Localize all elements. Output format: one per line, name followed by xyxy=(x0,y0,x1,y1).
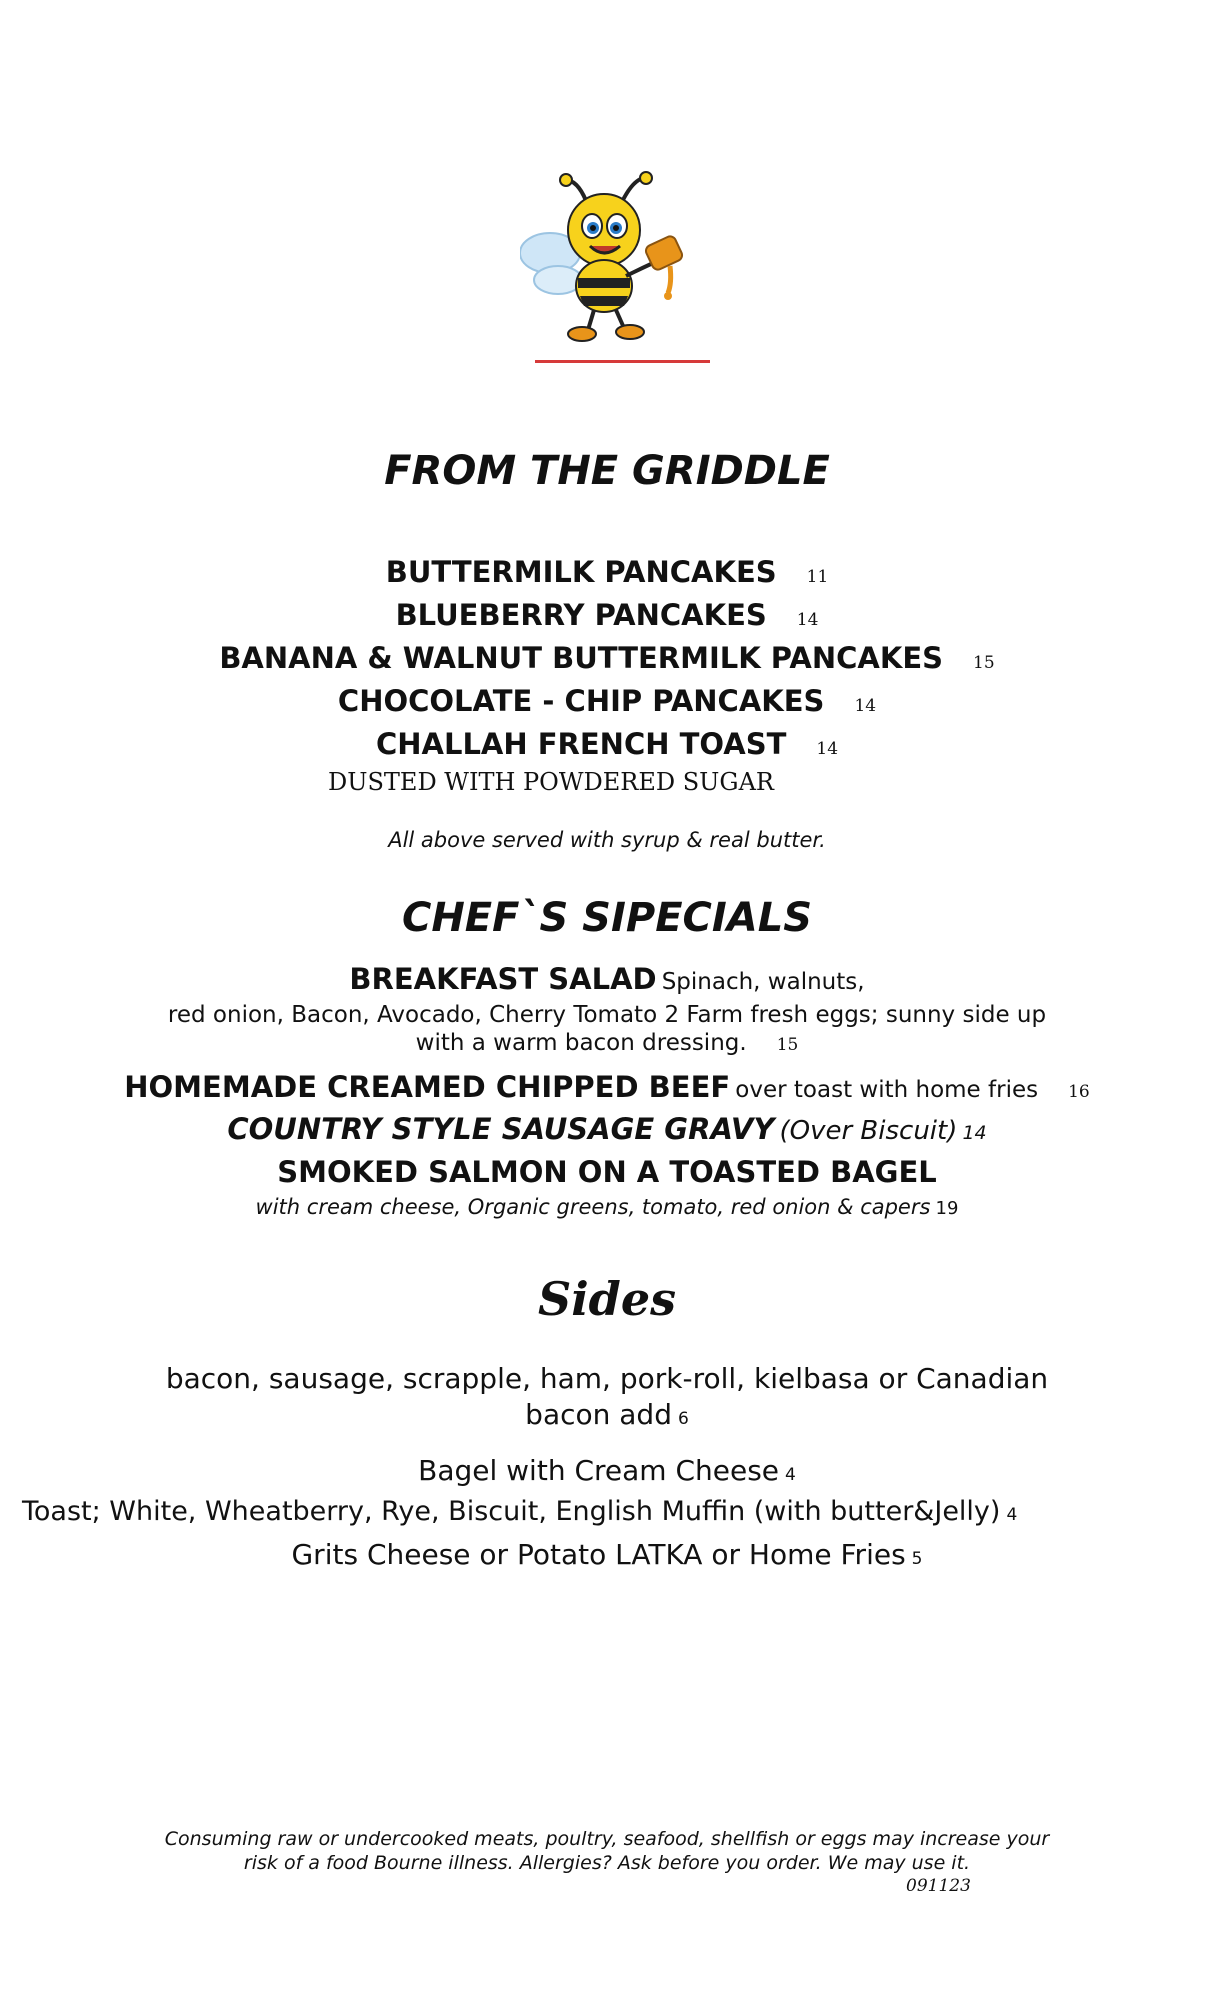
smoked-salmon-desc xyxy=(0,1195,1214,1219)
sides-grits xyxy=(0,1538,1214,1571)
sides-meats-line1: bacon, sausage, scrapple, ham, pork-roll, kielbasa or Canadian xyxy=(165,1362,1049,1395)
griddle-heading: FROM THE GRIDDLE xyxy=(384,448,830,494)
item-price: 14 xyxy=(854,696,877,716)
item-price: 15 xyxy=(973,653,995,673)
breakfast-salad-desc: red onion, Bacon, Avocado, Cherry Tomato 2 Farm fresh eggs; sunny side up xyxy=(167,1002,1047,1028)
item-name: CHOCOLATE - CHIP PANCAKES xyxy=(337,684,825,718)
disclaimer-line2: risk of a food Bourne illness. Allergies? Ask before you order. We may use it. xyxy=(243,1852,971,1874)
item-name: CHALLAH FRENCH TOAST xyxy=(375,727,787,761)
item-price: 14 xyxy=(796,610,819,630)
french-toast-note: DUSTED WITH POWDERED SUGAR xyxy=(328,768,774,796)
item-desc: Spinach, walnuts, xyxy=(661,969,865,995)
item-name: BUTTERMILK PANCAKES xyxy=(385,555,777,589)
item-name: BREAKFAST SALAD xyxy=(349,962,657,996)
sides-bagel xyxy=(0,1454,1214,1487)
breakfast-salad-desc-end xyxy=(0,1030,1214,1056)
chipped-beef-item xyxy=(0,1070,1214,1104)
item-desc: with a warm bacon dressing. xyxy=(415,1030,747,1056)
item-price: 11 xyxy=(806,567,829,587)
item-price: 15 xyxy=(776,1035,799,1055)
item-name: Toast; White, Wheatberry, Rye, Biscuit, English Muffin (with butter&Jelly) xyxy=(22,1496,1001,1527)
menu-code: 091123 xyxy=(906,1876,971,1896)
item-price: 6 xyxy=(677,1409,689,1429)
item-name: COUNTRY STYLE SAUSAGE GRAVY xyxy=(227,1112,775,1146)
item-price: 4 xyxy=(785,1465,796,1485)
item-price: 19 xyxy=(935,1198,959,1219)
item-price: 4 xyxy=(1006,1505,1018,1525)
item-name: bacon add xyxy=(525,1398,672,1431)
item-name: Bagel with Cream Cheese xyxy=(418,1454,780,1487)
sides-heading: Sides xyxy=(537,1272,677,1326)
sides-meats-line2 xyxy=(0,1398,1214,1431)
specials-heading: CHEF`S SIPECIALS xyxy=(401,895,813,941)
item-price: 16 xyxy=(1068,1082,1090,1102)
item-price: 5 xyxy=(911,1549,923,1569)
bee-logo xyxy=(520,168,710,348)
item-name: BLUEBERRY PANCAKES xyxy=(395,598,767,632)
sides-toast xyxy=(22,1496,1017,1527)
item-desc: over toast with home fries xyxy=(735,1077,1039,1103)
sausage-gravy-item xyxy=(0,1112,1214,1146)
breakfast-salad-item xyxy=(0,962,1214,996)
logo-underline xyxy=(535,360,710,363)
menu-item xyxy=(0,555,1214,589)
item-name: Grits Cheese or Potato LATKA or Home Fries xyxy=(291,1538,906,1571)
item-desc: with cream cheese, Organic greens, tomato, red onion & capers xyxy=(255,1195,931,1219)
menu-item xyxy=(0,727,1214,761)
item-price: 14 xyxy=(816,739,839,759)
menu-item xyxy=(0,641,1214,675)
served-note: All above served with syrup & real butter. xyxy=(388,828,826,852)
disclaimer-line1: Consuming raw or undercooked meats, poultry, seafood, shellfish or eggs may increase your xyxy=(164,1828,1050,1850)
menu-item xyxy=(0,598,1214,632)
smoked-salmon-item: SMOKED SALMON ON A TOASTED BAGEL xyxy=(277,1155,937,1189)
item-desc: (Over Biscuit) xyxy=(779,1116,958,1146)
menu-item xyxy=(0,684,1214,718)
item-price: 14 xyxy=(962,1122,987,1144)
item-name: HOMEMADE CREAMED CHIPPED BEEF xyxy=(124,1070,731,1104)
item-name: BANANA & WALNUT BUTTERMILK PANCAKES xyxy=(219,641,944,675)
